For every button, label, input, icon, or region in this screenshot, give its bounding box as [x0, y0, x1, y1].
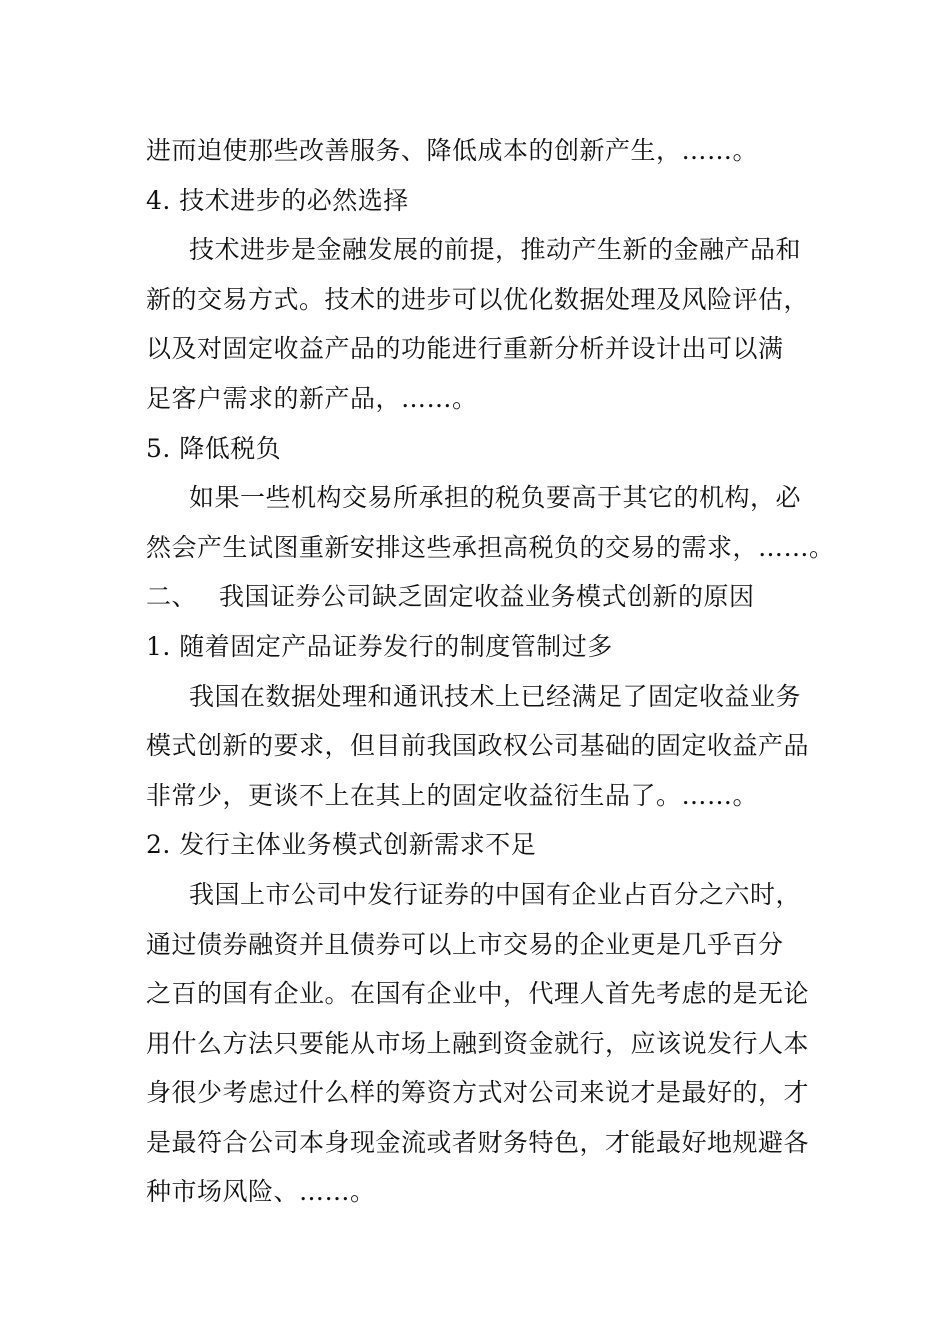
paragraph-line: 通过债券融资并且债券可以上市交易的企业更是几乎百分 [146, 929, 784, 959]
section-heading-2: 2. 发行主体业务模式创新需求不足 [146, 830, 537, 860]
paragraph-line: 身很少考虑过什么样的筹资方式对公司来说才是最好的，才 [146, 1078, 810, 1108]
paragraph-line: 进而迫使那些改善服务、降低成本的创新产生，……。 [146, 136, 759, 165]
paragraph-line: 模式创新的要求，但目前我国政权公司基础的固定收益产品 [146, 731, 810, 761]
paragraph-line: 我国上市公司中发行证券的中国有企业占百分之六时， [189, 879, 802, 909]
paragraph-line: 种市场风险、……。 [146, 1177, 376, 1207]
paragraph-line: 非常少，更谈不上在其上的固定收益衍生品了。……。 [146, 780, 759, 810]
section-heading-5: 5. 降低税负 [146, 433, 282, 463]
paragraph-line: 新的交易方式。技术的进步可以优化数据处理及风险评估， [146, 284, 810, 314]
chapter-heading [146, 572, 826, 622]
paragraph-line: 足客户需求的新产品，……。 [146, 383, 478, 413]
section-heading-1: 1. 随着固定产品证券发行的制度管制过多 [146, 631, 613, 661]
paragraph-line: 如果一些机构交易所承担的税负要高于其它的机构，必 [189, 483, 802, 513]
paragraph-line: 技术进步是金融发展的前提，推动产生新的金融产品和 [189, 235, 802, 265]
chapter-number: 二、 [146, 582, 198, 612]
paragraph-line: 以及对固定收益产品的功能进行重新分析并设计出可以满 [146, 334, 784, 364]
paragraph-line: 之百的国有企业。在国有企业中，代理人首先考虑的是无论 [146, 979, 810, 1009]
paragraph-line: 用什么方法只要能从市场上融到资金就行，应该说发行人本 [146, 1028, 810, 1058]
document-body [146, 126, 835, 1217]
paragraph-line: 我国在数据处理和通讯技术上已经满足了固定收益业务 [189, 681, 802, 711]
paragraph-line: 然会产生试图重新安排这些承担高税负的交易的需求，……。 [146, 532, 835, 562]
chapter-title: 我国证券公司缺乏固定收益业务模式创新的原因 [219, 582, 755, 612]
section-heading-4: 4. 技术进步的必然选择 [146, 185, 409, 215]
paragraph-line: 是最符合公司本身现金流或者财务特色，才能最好地规避各 [146, 1127, 810, 1157]
